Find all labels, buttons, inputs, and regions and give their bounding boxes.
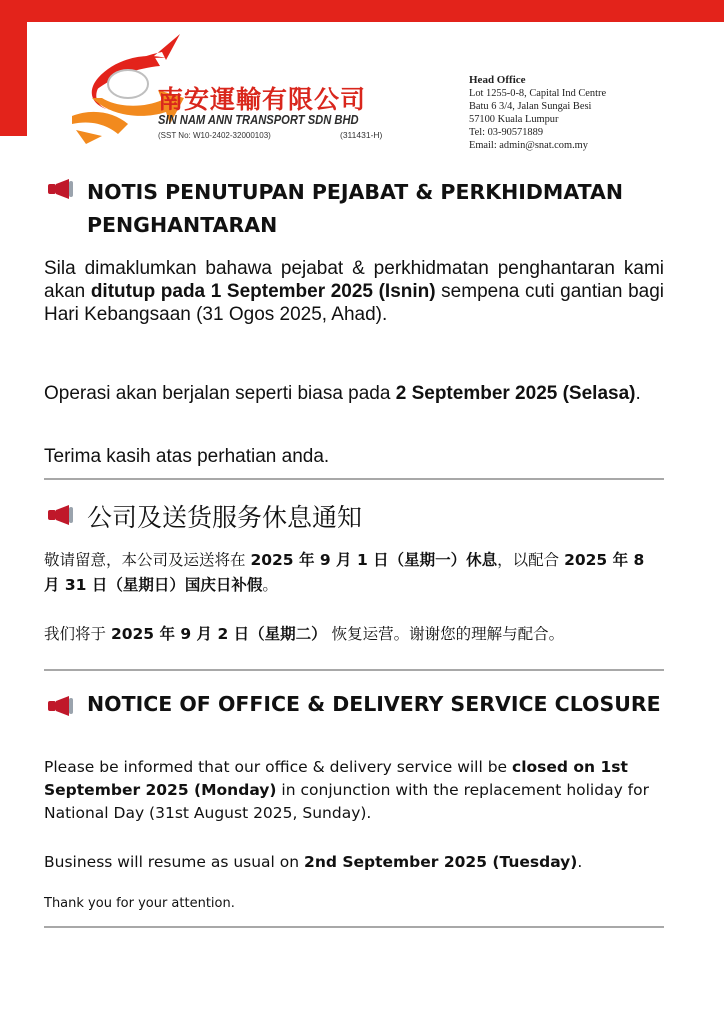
megaphone-icon	[47, 504, 77, 526]
top-red-bar	[0, 0, 724, 22]
head-office-title: Head Office	[469, 74, 526, 86]
english-heading: NOTICE OF OFFICE & DELIVERY SERVICE CLOSURE	[87, 692, 661, 716]
english-paragraph-1: Please be informed that our office & delivery service will be closed on 1st September 2025 (Monday) in conjunction with the replacement holiday for National Day (31st August 2025, Sunday).	[44, 758, 649, 822]
logo-chinese-name: 南安運輸有限公司	[158, 85, 367, 114]
address-line-1: Lot 1255-0-8, Capital Ind Centre	[469, 88, 607, 100]
address-line-2: Batu 6 3/4, Jalan Sungai Besi	[469, 101, 592, 113]
megaphone-icon	[47, 695, 77, 717]
address-line-3: 57100 Kuala Lumpur	[469, 114, 559, 126]
logo-registration-number: (311431-H)	[340, 130, 383, 140]
company-logo	[62, 28, 402, 146]
english-thanks: Thank you for your attention.	[44, 896, 235, 911]
telephone: Tel: 03-90571889	[469, 127, 544, 139]
email: Email: admin@snat.com.my	[469, 140, 588, 152]
malay-paragraph-1: Sila dimaklumkan bahawa pejabat & perkhidmatan penghantaran kami akan ditutup pada 1 September 2025 (Isnin) sempena cuti gantian bagi Hari Kebangsaan (31 Ogos 2025, Ahad).	[44, 258, 664, 325]
malay-heading: NOTIS PENUTUPAN PEJABAT & PERKHIDMATAN PENGHANTARAN	[87, 180, 624, 237]
english-paragraph-2: Business will resume as usual on 2nd September 2025 (Tuesday).	[44, 853, 583, 871]
logo-sst-number: (SST No: W10-2402-32000103)	[158, 131, 271, 140]
left-red-bar	[0, 0, 27, 136]
logo-english-name: SIN NAM ANN TRANSPORT SDN BHD	[158, 112, 359, 127]
divider	[44, 478, 664, 480]
malay-thanks: Terima kasih atas perhatian anda.	[44, 446, 330, 467]
chinese-paragraph-2: 我们将于 2025 年 9 月 2 日（星期二） 恢复运营。谢谢您的理解与配合。	[44, 625, 565, 643]
divider	[44, 669, 664, 671]
malay-paragraph-2: Operasi akan berjalan seperti biasa pada 2 September 2025 (Selasa).	[44, 383, 641, 404]
megaphone-icon	[47, 178, 77, 200]
head-office-address	[469, 74, 606, 153]
chinese-paragraph-1: 敬请留意，本公司及运送将在 2025 年 9 月 1 日（星期一）休息，以配合 2025 年 8 月 31 日（星期日）国庆日补假。	[44, 551, 645, 594]
chinese-heading: 公司及送货服务休息通知	[87, 503, 363, 532]
divider	[44, 926, 664, 928]
